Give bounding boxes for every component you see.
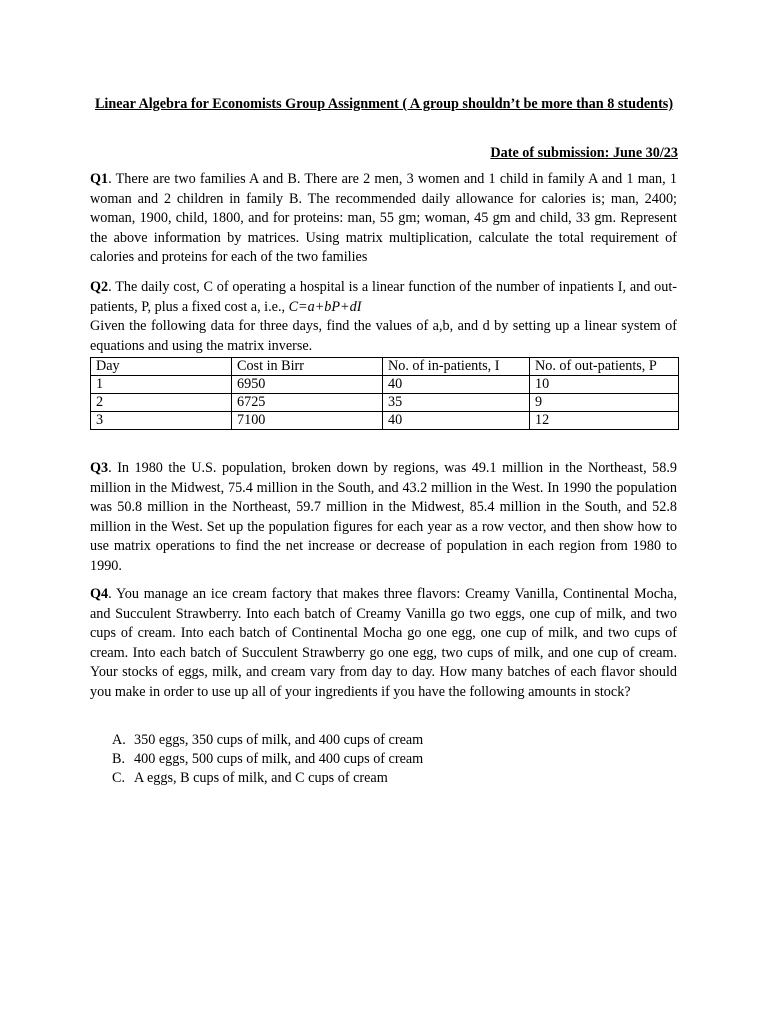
table-row [91,394,679,412]
option-text: A eggs, B cups of milk, and C cups of cream [134,770,388,787]
question-1-text: . There are two families A and B. There are 2 men, 3 women and 1 child in family A and 1 man, 1 woman and 2 children in family B. The recommended daily allowance for calories is; man, 2400; woman, 1900, child, 1800, and for proteins: man, 55 gm; woman, 45 gm and child, 33 gm. Represent the above information by matrices. Using matrix multiplication, calculate the total requirement of calories and proteins for each of the two families [90,171,677,265]
list-item [112,731,423,750]
question-4 [90,585,677,702]
table-cell: 6950 [232,376,383,394]
table-header-cell: No. of in-patients, I [383,358,530,376]
table-cell: 12 [530,412,679,430]
question-4-text: . You manage an ice cream factory that makes three flavors: Creamy Vanilla, Continental Mocha, and Succulent Strawberry. Into each batch of Creamy Vanilla go two eggs, one cup of milk, and two cups of cream. Into each batch of Continental Mocha go one egg, one cup of milk, and two cups of cream. Into each batch of Succulent Strawberry go one egg, two cups of milk, and one cup of cream. Your stocks of eggs, milk, and cream vary from day to day. How many batches of each flavor should you make in order to use up all of your ingredients if you have the following amounts in stock? [90,586,677,700]
document-title: Linear Algebra for Economists Group Assignment ( A group shouldn’t be more than 8 students) [94,96,674,112]
option-letter: B. [112,751,126,768]
hospital-data-table [90,357,679,430]
table-header-cell: No. of out-patients, P [530,358,679,376]
question-2 [90,278,677,317]
list-item [112,769,423,788]
table-cell: 35 [383,394,530,412]
table-cell: 9 [530,394,679,412]
question-4-label: Q4 [90,586,109,602]
cost-formula: C=a+bP+dI [288,298,362,315]
question-4-options [112,731,423,789]
option-letter: C. [112,770,126,787]
table-cell: 1 [91,376,232,394]
table-cell: 3 [91,412,232,430]
question-2-text: . The daily cost, C of operating a hospital is a linear function of the number of inpatients I, and out-patients, P, plus a fixed cost a, i.e., [90,279,677,315]
table-cell: 40 [383,376,530,394]
table-cell: 2 [91,394,232,412]
table-cell: 7100 [232,412,383,430]
table-cell: 40 [383,412,530,430]
table-header-cell: Cost in Birr [232,358,383,376]
question-1 [90,170,677,268]
question-2-instructions: Given the following data for three days, find the values of a,b, and d by setting up a linear system of equations and using the matrix inverse. [90,318,677,354]
list-item [112,750,423,769]
option-text: 400 eggs, 500 cups of milk, and 400 cups of cream [134,751,424,768]
table-row [91,376,679,394]
question-3-label: Q3 [90,460,109,476]
table-header-cell: Day [91,358,232,376]
question-2-label: Q2 [90,279,109,295]
question-1-label: Q1 [90,171,109,187]
option-text: 350 eggs, 350 cups of milk, and 400 cups of cream [134,732,424,748]
table-cell: 10 [530,376,679,394]
question-3-text: . In 1980 the U.S. population, broken down by regions, was 49.1 million in the Northeast, 58.9 million in the Midwest, 75.4 million in the South, and 43.2 million in the West. In 1990 the population was 50.8 million in the Northeast, 59.7 million in the Midwest, 85.4 million in the South, and 52.8 million in the West. Set up the population figures for each year as a row vector, and then show how to use matrix operations to find the net increase or decrease of population in each region from 1980 to 1990. [90,460,677,574]
option-letter: A. [112,732,126,748]
table-cell: 6725 [232,394,383,412]
table-header-row [91,358,679,376]
submission-date: Date of submission: June 30/23 [490,145,678,161]
table-row [91,412,679,430]
question-3 [90,459,677,576]
